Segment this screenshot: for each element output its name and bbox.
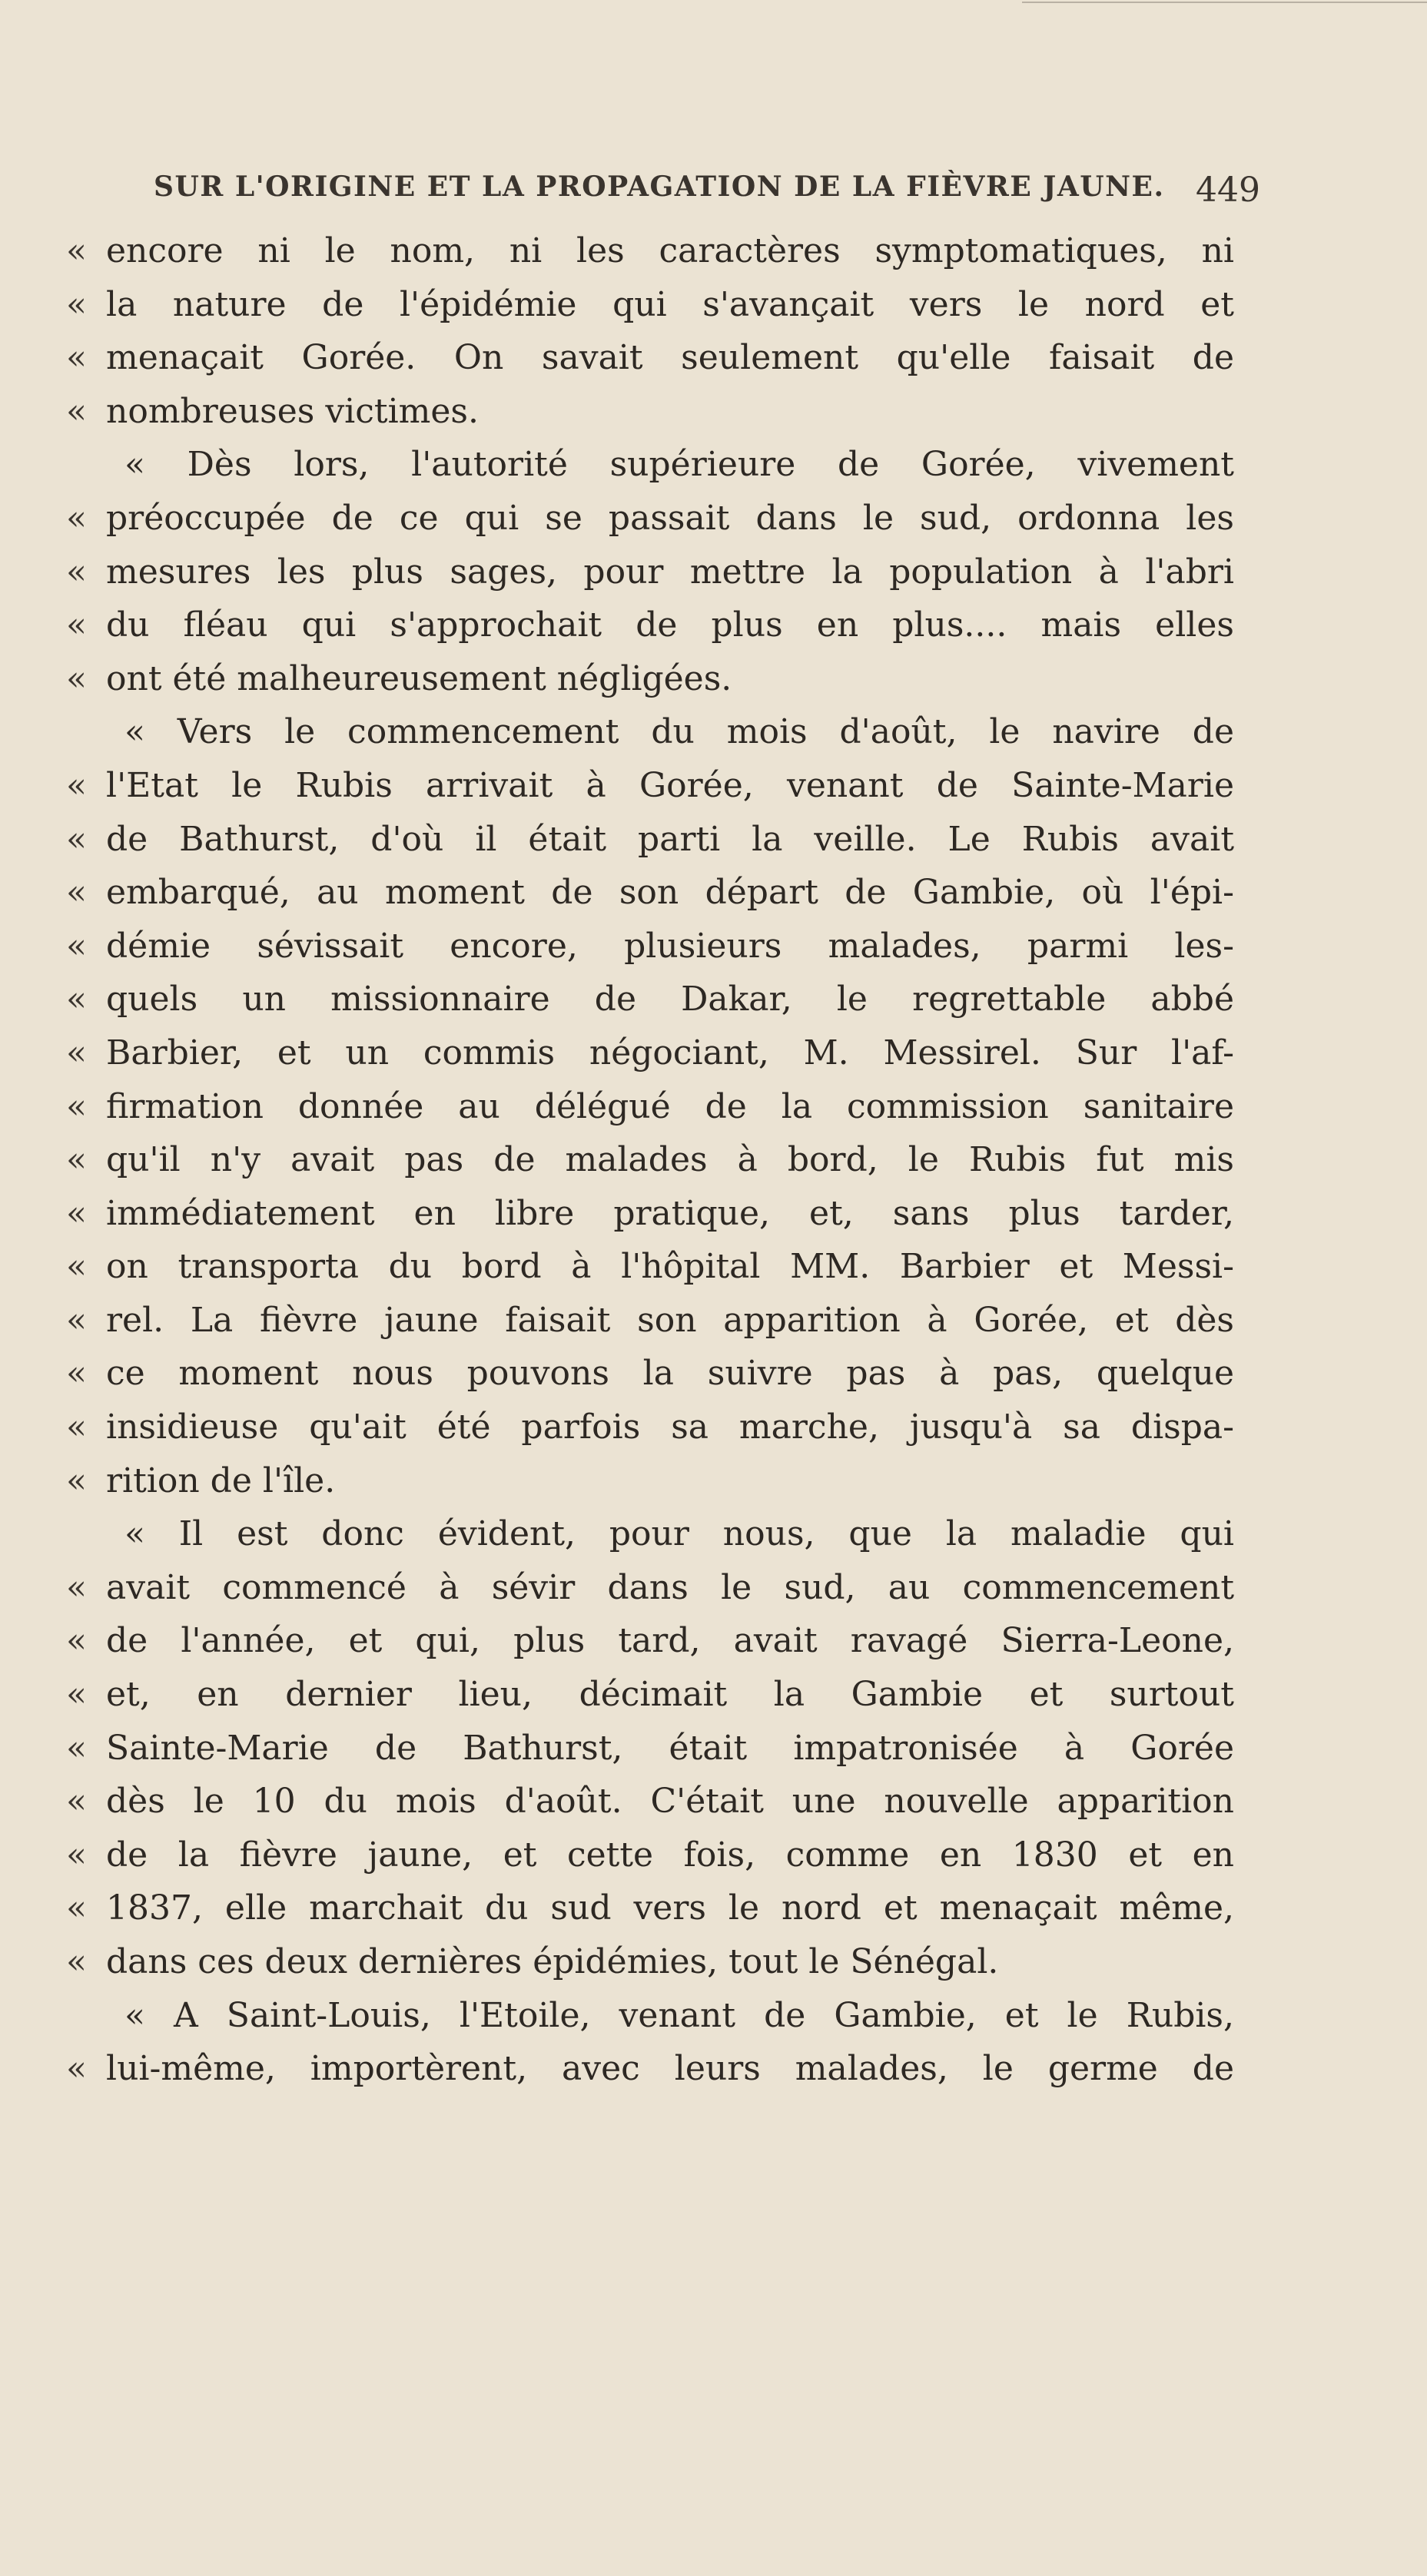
quote-mark: « xyxy=(66,1621,87,1661)
line-text: ont été malheureusement négligées. xyxy=(106,658,732,698)
text-line xyxy=(0,1187,1427,1241)
quote-mark: « xyxy=(66,819,87,859)
text-line xyxy=(0,1614,1427,1668)
line-text: et, en dernier lieu, décimait la Gambie et surtout xyxy=(106,1675,1234,1715)
text-line xyxy=(0,1561,1427,1615)
line-text: de l'année, et qui, plus tard, avait ravagé Sierra-Leone, xyxy=(106,1621,1234,1661)
text-line xyxy=(0,759,1427,813)
quote-mark: « xyxy=(66,873,87,913)
quote-mark: « xyxy=(66,765,87,805)
line-text: Sainte-Marie de Bathurst, était impatronisée à Gorée xyxy=(106,1728,1234,1768)
text-line xyxy=(0,652,1427,706)
quote-mark: « xyxy=(66,926,87,966)
paragraph-start-line xyxy=(0,1507,1427,1561)
text-line xyxy=(0,2042,1427,2096)
quote-mark: « xyxy=(66,1086,87,1126)
line-text: du fléau qui s'approchait de plus en plus.... mais elles xyxy=(106,605,1234,645)
line-text: lui-même, importèrent, avec leurs malades, le germe de xyxy=(106,2049,1234,2089)
line-text: insidieuse qu'ait été parfois sa marche, jusqu'à sa dispa- xyxy=(106,1407,1234,1447)
text-line xyxy=(0,1775,1427,1828)
line-text: embarqué, au moment de son départ de Gambie, où l'épi- xyxy=(106,873,1234,913)
quote-mark: « xyxy=(66,1300,87,1340)
quote-mark: « xyxy=(66,552,87,592)
quote-mark: « xyxy=(66,658,87,698)
page-header xyxy=(154,171,1260,217)
text-line xyxy=(0,1133,1427,1187)
paragraph-start-line xyxy=(0,705,1427,759)
line-text: qu'il n'y avait pas de malades à bord, le Rubis fut mis xyxy=(106,1140,1234,1180)
line-text: dès le 10 du mois d'août. C'était une nouvelle apparition xyxy=(106,1782,1234,1822)
line-text: la nature de l'épidémie qui s'avançait vers le nord et xyxy=(106,284,1234,324)
paragraph-start-line xyxy=(0,438,1427,492)
line-text: mesures les plus sages, pour mettre la population à l'abri xyxy=(106,552,1234,592)
text-line xyxy=(0,1722,1427,1775)
quote-mark: « xyxy=(66,1567,87,1607)
quote-mark: « xyxy=(66,338,87,378)
text-line xyxy=(0,866,1427,920)
line-text: dans ces deux dernières épidémies, tout le Sénégal. xyxy=(106,1942,999,1981)
quote-mark: « xyxy=(66,2049,87,2089)
line-text: « A Saint-Louis, l'Etoile, venant de Gambie, et le Rubis, xyxy=(124,1995,1234,2035)
line-text: « Dès lors, l'autorité supérieure de Gorée, vivement xyxy=(124,445,1234,485)
text-line xyxy=(0,492,1427,545)
quote-mark: « xyxy=(66,1835,87,1875)
line-text: on transporta du bord à l'hôpital MM. Barbier et Messi- xyxy=(106,1247,1234,1287)
line-text: « Il est donc évident, pour nous, que la maladie qui xyxy=(124,1514,1234,1554)
text-line xyxy=(0,331,1427,385)
line-text: de Bathurst, d'où il était parti la veille. Le Rubis avait xyxy=(106,819,1234,859)
line-text: immédiatement en libre pratique, et, sans plus tarder, xyxy=(106,1193,1234,1233)
text-line xyxy=(0,920,1427,973)
text-line xyxy=(0,1828,1427,1882)
text-line xyxy=(0,1401,1427,1454)
line-text: l'Etat le Rubis arrivait à Gorée, venant de Sainte-Marie xyxy=(106,765,1234,805)
line-text: « Vers le commencement du mois d'août, le navire de xyxy=(124,712,1234,752)
text-line xyxy=(0,1026,1427,1080)
text-line xyxy=(0,598,1427,652)
text-line xyxy=(0,1881,1427,1935)
quote-mark: « xyxy=(66,284,87,324)
text-line xyxy=(0,973,1427,1026)
quote-mark: « xyxy=(66,1193,87,1233)
quote-mark: « xyxy=(66,1407,87,1447)
paragraph-start-line xyxy=(0,1989,1427,2043)
text-line xyxy=(0,385,1427,439)
line-text: quels un missionnaire de Dakar, le regrettable abbé xyxy=(106,980,1234,1019)
quote-mark: « xyxy=(66,1728,87,1768)
quote-mark: « xyxy=(66,498,87,538)
text-line xyxy=(0,1454,1427,1508)
quote-mark: « xyxy=(66,231,87,270)
line-text: rel. La fièvre jaune faisait son apparition à Gorée, et dès xyxy=(106,1300,1234,1340)
line-text: rition de l'île. xyxy=(106,1460,336,1500)
line-text: firmation donnée au délégué de la commission sanitaire xyxy=(106,1086,1234,1126)
line-text: avait commencé à sévir dans le sud, au commencement xyxy=(106,1567,1234,1607)
text-line xyxy=(0,813,1427,867)
text-line xyxy=(0,545,1427,599)
line-text: de la fièvre jaune, et cette fois, comme en 1830 et en xyxy=(106,1835,1234,1875)
line-text: menaçait Gorée. On savait seulement qu'elle faisait de xyxy=(106,338,1234,378)
text-line xyxy=(0,1668,1427,1722)
line-text: ce moment nous pouvons la suivre pas à pas, quelque xyxy=(106,1354,1234,1394)
quote-mark: « xyxy=(66,1782,87,1822)
quote-mark: « xyxy=(66,1354,87,1394)
text-line xyxy=(0,224,1427,278)
quote-mark: « xyxy=(66,980,87,1019)
quote-mark: « xyxy=(66,605,87,645)
page-number: 449 xyxy=(1196,171,1260,210)
quote-mark: « xyxy=(66,1033,87,1073)
body-text xyxy=(0,224,1427,2096)
line-text: encore ni le nom, ni les caractères symptomatiques, ni xyxy=(106,231,1234,270)
line-text: 1837, elle marchait du sud vers le nord et menaçait même, xyxy=(106,1888,1234,1928)
text-line xyxy=(0,1935,1427,1989)
quote-mark: « xyxy=(66,391,87,431)
text-line xyxy=(0,1294,1427,1348)
quote-mark: « xyxy=(66,1247,87,1287)
text-line xyxy=(0,1240,1427,1294)
quote-mark: « xyxy=(66,1942,87,1981)
running-head: SUR L'ORIGINE ET LA PROPAGATION DE LA FIÈVRE JAUNE. xyxy=(154,171,1165,203)
quote-mark: « xyxy=(66,1888,87,1928)
quote-mark: « xyxy=(66,1460,87,1500)
line-text: Barbier, et un commis négociant, M. Messirel. Sur l'af- xyxy=(106,1033,1234,1073)
quote-mark: « xyxy=(66,1675,87,1715)
text-line xyxy=(0,278,1427,332)
line-text: démie sévissait encore, plusieurs malades, parmi les- xyxy=(106,926,1234,966)
quote-mark: « xyxy=(66,1140,87,1180)
text-line xyxy=(0,1347,1427,1401)
line-text: préoccupée de ce qui se passait dans le sud, ordonna les xyxy=(106,498,1234,538)
text-line xyxy=(0,1080,1427,1134)
page-edge-line xyxy=(1022,2,1427,3)
line-text: nombreuses victimes. xyxy=(106,391,479,431)
